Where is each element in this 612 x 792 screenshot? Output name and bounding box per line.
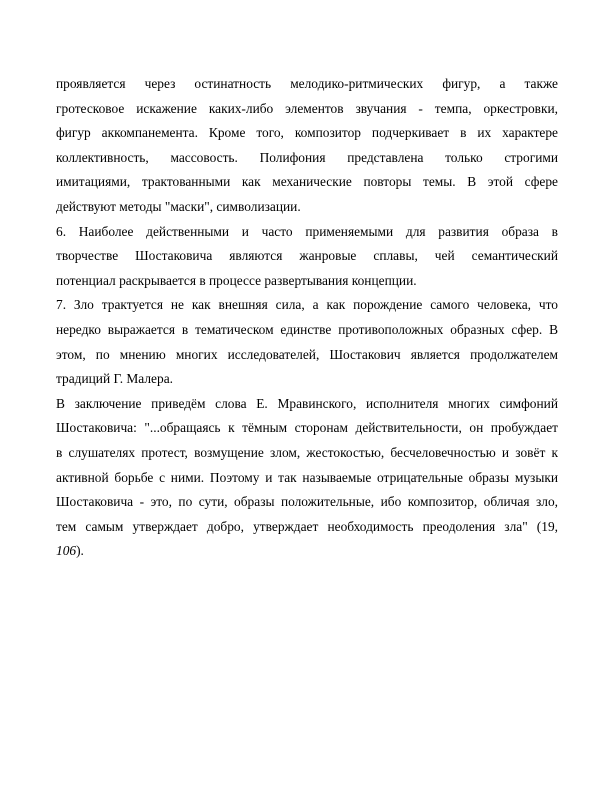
text-line: В заключение приведём слова Е. Мравинского, исполнителя многих симфоний (56, 395, 558, 411)
text-line: 6. Наиболее действенными и часто применяемыми для развития образа в (56, 223, 558, 239)
text-line: активной борьбе с ними. Поэтому и так называемые отрицательные образы музыки (56, 469, 558, 485)
paragraph-continuation (56, 72, 558, 220)
document-body (56, 72, 558, 564)
text-line: традиций Г. Малера. (56, 371, 173, 387)
text-line: Шостаковича: "...обращаясь к тёмным сторонам действительности, он пробуждает (56, 420, 558, 436)
text-line: гротесковое искажение каких-либо элементов звучания - темпа, оркестровки, (56, 100, 558, 116)
paragraph-conclusion (56, 392, 558, 564)
text-line: действуют методы "маски", символизации. (56, 198, 301, 214)
text-line: проявляется через остинатность мелодико-ритмических фигур, а также (56, 76, 558, 91)
text-line: имитациями, трактованными как механические повторы темы. В этой сфере (56, 174, 558, 190)
text-line-citation-end (56, 539, 558, 564)
text-line: тем самым утверждает добро, утверждает необходимость преодоления зла" (19, (56, 518, 558, 534)
text-line: творчестве Шостаковича являются жанровые сплавы, чей семантический (56, 248, 558, 264)
text-line: в слушателях протест, возмущение злом, жестокостью, бесчеловечностью и зовёт к (56, 444, 558, 460)
text-line: 7. Зло трактуется не как внешняя сила, а как порождение самого человека, что (56, 297, 558, 313)
text-line: коллективность, массовость. Полифония представлена только строгими (56, 149, 558, 165)
citation-close: ). (76, 543, 84, 559)
paragraph-item-6 (56, 220, 558, 294)
text-line: Шостаковича - это, по сути, образы положительные, ибо композитор, обличая зло, (56, 494, 558, 510)
text-line: фигур аккомпанемента. Кроме того, композитор подчеркивает в их характере (56, 125, 558, 141)
text-line: этом, по мнению многих исследователей, Шостакович является продолжателем (56, 346, 558, 362)
paragraph-item-7 (56, 293, 558, 391)
text-line: потенциал раскрывается в процессе развертывания концепции. (56, 272, 417, 288)
text-line: нередко выражается в тематическом единстве противоположных образных сфер. В (56, 321, 558, 337)
citation-page-number: 106 (56, 543, 77, 559)
